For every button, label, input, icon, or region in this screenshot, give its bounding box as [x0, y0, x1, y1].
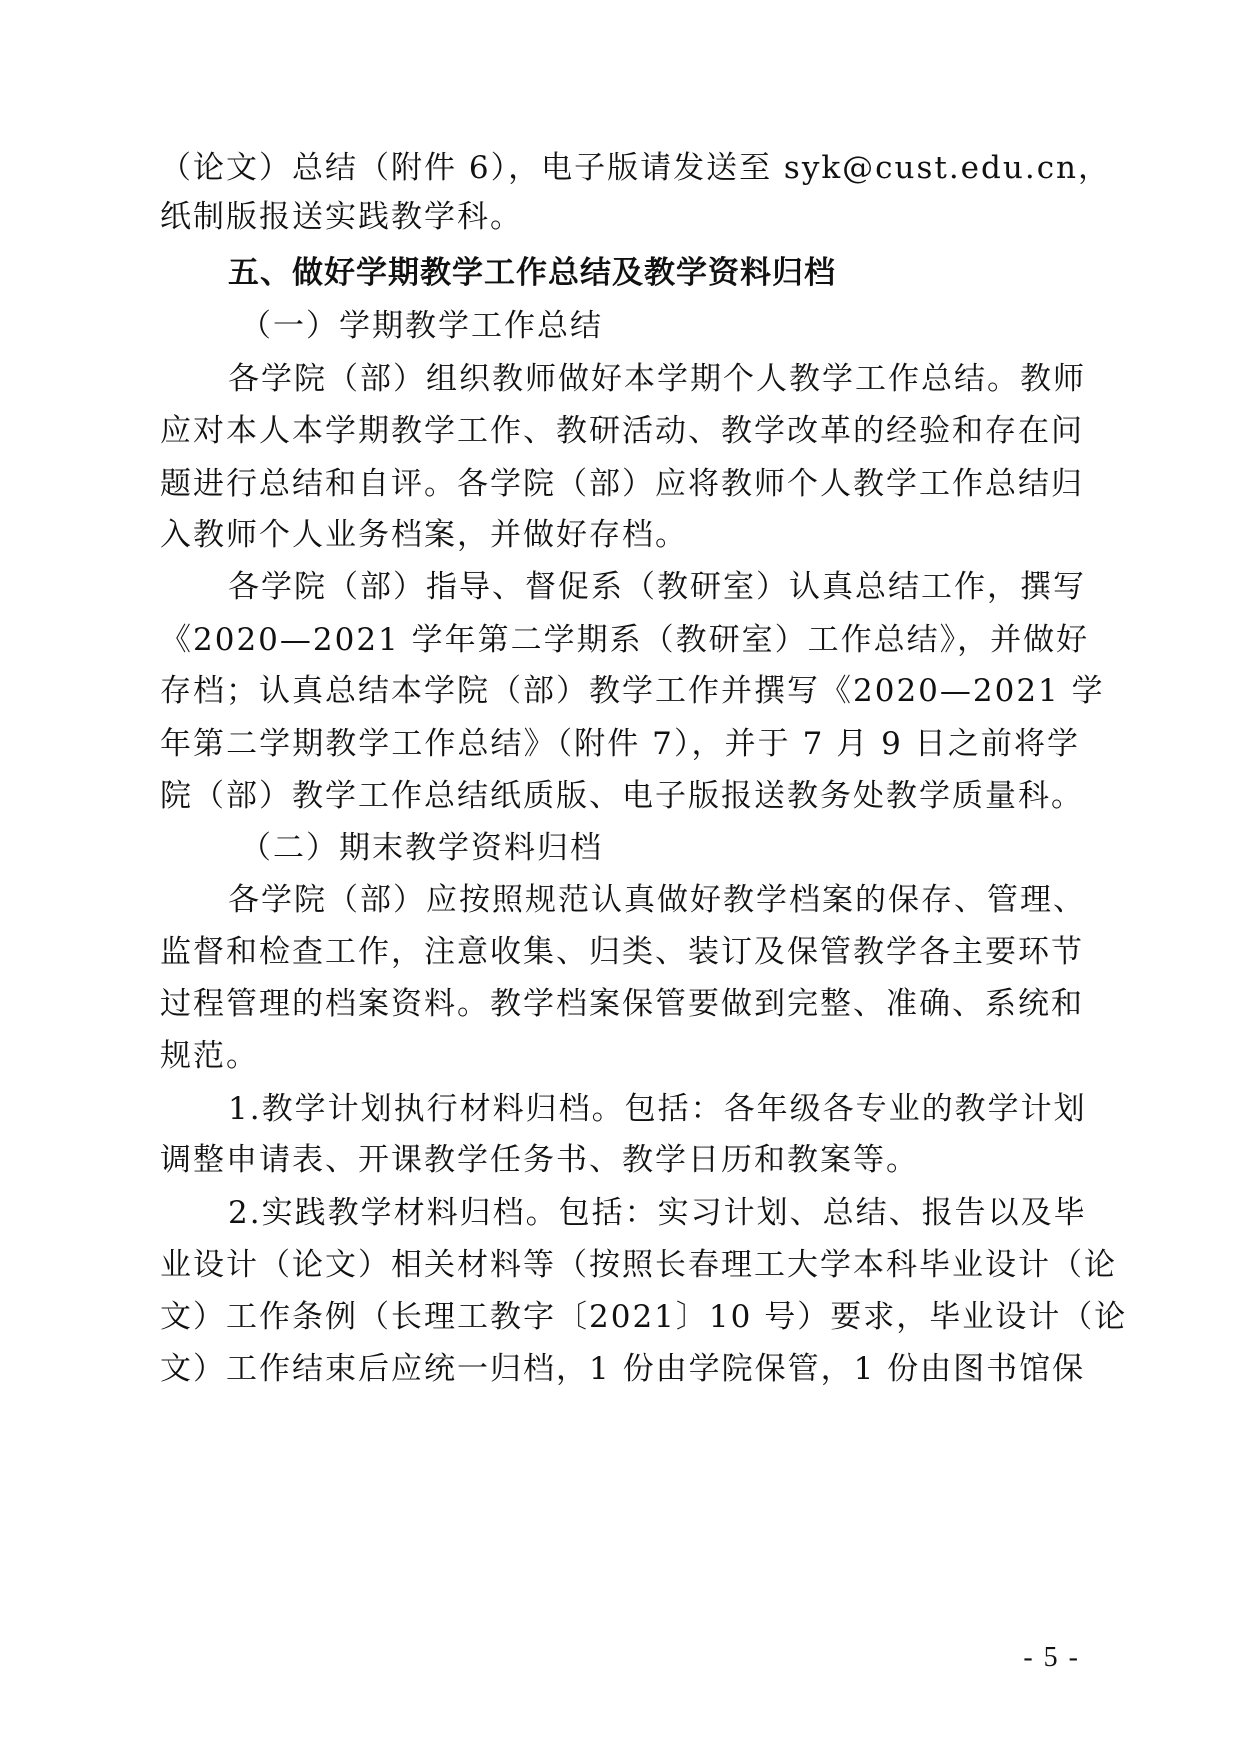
page-number: - 5 - [1023, 1642, 1080, 1673]
paragraph-3-line-4: 规范。 [160, 1038, 259, 1074]
paragraph-1-line-2: 应对本人本学期教学工作、教研活动、教学改革的经验和存在问 [160, 413, 1084, 449]
body-line-2: 纸制版报送实践教学科。 [160, 199, 523, 235]
paragraph-1-line-4: 入教师个人业务档案，并做好存档。 [160, 517, 688, 553]
paragraph-2-line-5: 院（部）教学工作总结纸质版、电子版报送教务处教学质量科。 [160, 778, 1084, 814]
list-item-2-line-3: 文）工作条例（长理工教字〔2021〕10 号）要求，毕业设计（论 [160, 1299, 1128, 1335]
paragraph-2-line-2: 《2020—2021 学年第二学期系（教研室）工作总结》，并做好 [160, 622, 1090, 658]
paragraph-2-line-3: 存档；认真总结本学院（部）教学工作并撰写《2020—2021 学 [160, 673, 1105, 709]
section-heading: 五、做好学期教学工作总结及教学资料归档 [228, 255, 836, 291]
paragraph-3-line-1: 各学院（部）应按照规范认真做好教学档案的保存、管理、 [228, 882, 1086, 918]
paragraph-2-line-1: 各学院（部）指导、督促系（教研室）认真总结工作，撰写 [228, 569, 1086, 605]
paragraph-1-line-3: 题进行总结和自评。各学院（部）应将教师个人教学工作总结归 [160, 466, 1084, 502]
body-line-1: （论文）总结（附件 6），电子版请发送至 syk@cust.edu.cn， [160, 150, 1112, 186]
list-item-2-line-2: 业设计（论文）相关材料等（按照长春理工大学本科毕业设计（论 [160, 1247, 1117, 1283]
list-item-1-line-2: 调整申请表、开课教学任务书、教学日历和教案等。 [160, 1142, 919, 1178]
paragraph-2-line-4: 年第二学期教学工作总结》（附件 7），并于 7 月 9 日之前将学 [160, 726, 1080, 762]
list-item-1-line-1: 1.教学计划执行材料归档。包括：各年级各专业的教学计划 [228, 1091, 1087, 1127]
paragraph-3-line-3: 过程管理的档案资料。教学档案保管要做到完整、准确、系统和 [160, 986, 1084, 1022]
subsection-heading-1: （一）学期教学工作总结 [240, 308, 603, 344]
paragraph-1-line-1: 各学院（部）组织教师做好本学期个人教学工作总结。教师 [228, 361, 1086, 397]
list-item-2-line-4: 文）工作结束后应统一归档，1 份由学院保管，1 份由图书馆保 [160, 1351, 1086, 1387]
paragraph-3-line-2: 监督和检查工作，注意收集、归类、装订及保管教学各主要环节 [160, 934, 1084, 970]
subsection-heading-2: （二）期末教学资料归档 [240, 830, 603, 866]
list-item-2-line-1: 2.实践教学材料归档。包括：实习计划、总结、报告以及毕 [228, 1195, 1087, 1231]
